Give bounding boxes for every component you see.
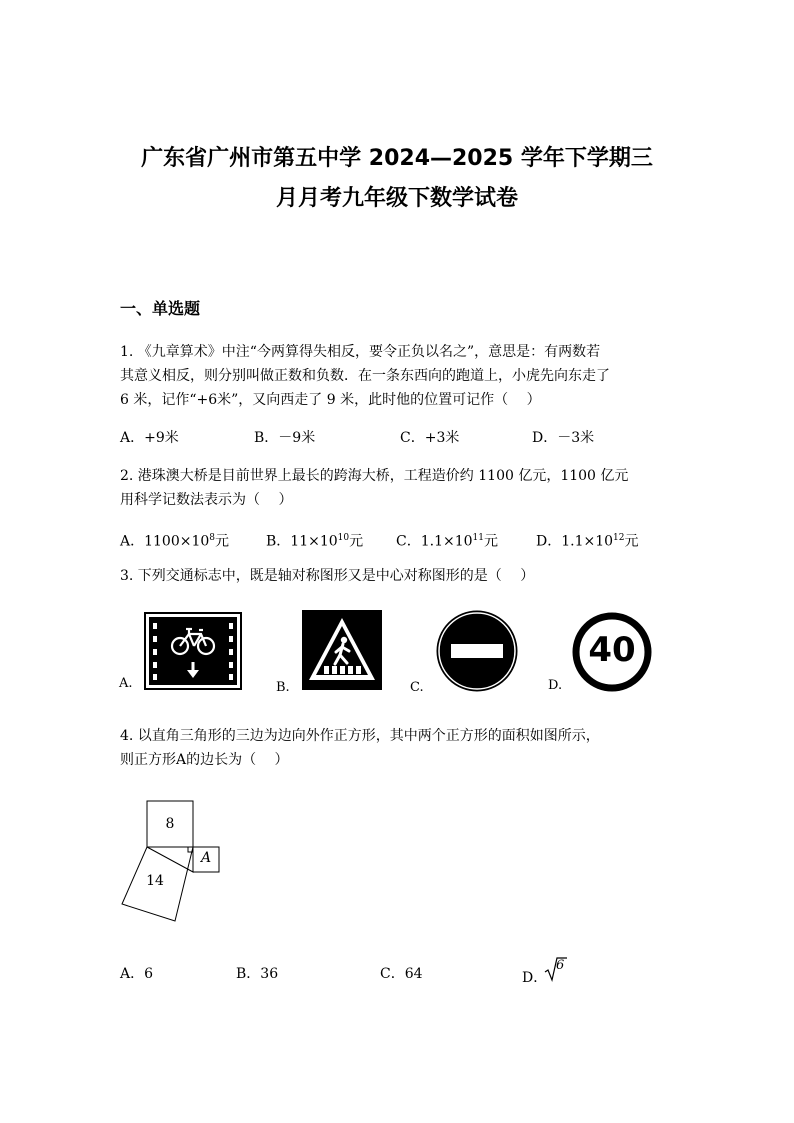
q4-line-1: 4. 以直角三角形的三边为边向外作正方形，其中两个正方形的面积如图所示，: [120, 728, 600, 744]
q1-option-d: D．－3米: [532, 430, 595, 446]
q2-line-2: 用科学记数法表示为（ ）: [120, 492, 293, 508]
q2-d-base: D．1.1×10: [536, 533, 614, 550]
question-2: [120, 464, 680, 512]
q2-d-unit: 元: [624, 533, 639, 550]
bicycle-lane-sign-icon: [144, 612, 242, 690]
q2-c-base: C．1.1×10: [396, 533, 473, 550]
q2-b-unit: 元: [349, 533, 364, 550]
q2-d-exp: 12: [613, 533, 625, 543]
title-line-1: 广东省广州市第五中学 2024—2025 学年下学期三: [141, 146, 653, 171]
square-a-label: A: [200, 850, 212, 866]
q4-d-label: D．: [522, 970, 548, 986]
title-line-2: 月月考九年级下数学试卷: [275, 186, 518, 211]
q4-option-a: A．6: [120, 966, 154, 982]
q1-option-c: C．+3米: [400, 430, 460, 446]
q2-a-base: A．1100×10: [120, 533, 210, 550]
q3-option-d-label: D.: [548, 678, 563, 693]
q2-option-b: [266, 528, 363, 552]
q2-a-unit: 元: [215, 533, 230, 550]
q3-option-b-label: B.: [276, 680, 290, 695]
q3-line-1: 3. 下列交通标志中，既是轴对称图形又是中心对称图形的是（ ）: [120, 568, 535, 584]
no-entry-sign-icon: [434, 608, 520, 694]
q1-line-2: 其意义相反，则分别叫做正数和负数．在一条东西向的跑道上，小虎先向东走了: [120, 368, 610, 384]
question-1: [120, 340, 680, 412]
q4-option-c: C．64: [380, 966, 423, 982]
q4-option-b: B．36: [236, 966, 279, 982]
q1-line-3: 6 米，记作“+6米”，又向西走了 9 米，此时他的位置可记作（ ）: [120, 392, 541, 408]
q1-option-a: A．+9米: [120, 430, 179, 446]
q4-line-2: 则正方形A的边长为（ ）: [120, 752, 289, 768]
q1-option-b: B．－9米: [254, 430, 316, 446]
q3-option-c-label: C.: [410, 680, 424, 695]
section-heading: 一、单选题: [120, 299, 201, 318]
q2-b-exp: 10: [337, 533, 350, 543]
q2-line-1: 2. 港珠澳大桥是目前世界上最长的跨海大桥，工程造价约 1100 亿元，1100 亿元: [120, 468, 629, 484]
pedestrian-crossing-sign-icon: [302, 610, 382, 690]
question-3: [120, 564, 680, 588]
square-left-label: 14: [146, 873, 164, 889]
q2-c-exp: 11: [472, 533, 484, 543]
sign-d-number: 40: [588, 630, 636, 670]
q1-line-1: 1. 《九章算术》中注“今两算得失相反，要令正负以名之”，意思是：有两数若: [120, 344, 601, 360]
q2-c-unit: 元: [483, 533, 498, 550]
square-top-label: 8: [165, 816, 175, 832]
q4-d-radicand: 6: [556, 958, 565, 973]
q2-b-base: B．11×10: [266, 533, 338, 550]
q2-option-a: [120, 528, 229, 552]
q2-a-exp: 8: [209, 533, 216, 543]
question-4: [120, 724, 680, 772]
q3-option-a-label: A.: [119, 676, 133, 691]
q2-option-d: [536, 528, 639, 552]
q2-option-c: [396, 528, 498, 552]
